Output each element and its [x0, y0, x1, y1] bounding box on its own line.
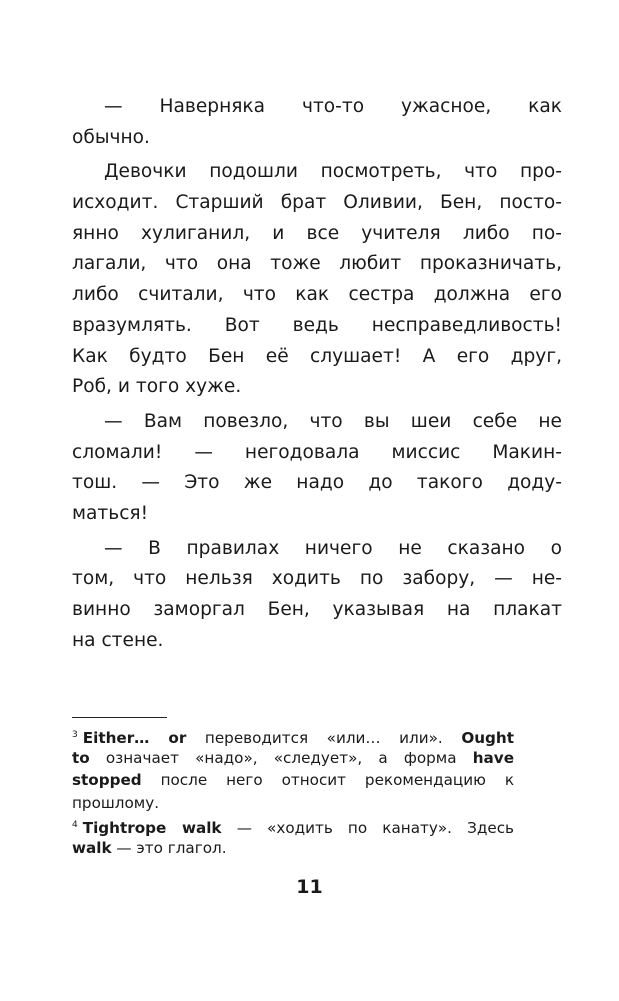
footnote-divider [72, 717, 167, 718]
text-line: Девочки подошли посмотреть, что про- [104, 161, 562, 183]
text-line: сломали! — негодовала миссис Макин- [72, 441, 562, 463]
footnotes [72, 724, 514, 859]
text-line: винно заморгал Бен, указывая на плакат [72, 599, 562, 620]
text-line: вразумлять. Вот ведь несправедливость! [72, 314, 562, 336]
term: Ought [461, 729, 514, 747]
text-line: маться! [72, 502, 149, 524]
footnote-text: означает «надо», «следует», а форма [89, 748, 473, 767]
footnote-3-line-1 [72, 724, 514, 747]
footnote-text: — это глагол. [111, 838, 227, 857]
text-line: на стене. [72, 629, 164, 651]
footnote-marker: 4 [72, 820, 78, 830]
footnote-4-line-1 [72, 814, 514, 837]
term: Either… or [82, 729, 187, 747]
term: stopped [72, 771, 142, 789]
text-line: Как будто Бен её слушает! А его друг, [72, 345, 562, 367]
text-line: обычно. [72, 126, 150, 148]
text-line: — Наверняка что-то ужасное, как [104, 96, 562, 117]
term: Tightrope walk [82, 819, 222, 837]
footnote-3-line-3 [72, 769, 514, 792]
footnote-text: после него относит рекомендацию к [141, 771, 514, 789]
footnote-text: прошлому. [72, 793, 160, 812]
main-text [72, 92, 562, 660]
text-line: лагали, что она тоже любит проказничать, [72, 253, 562, 275]
footnote-text: — «ходить по канату». Здесь [221, 819, 515, 837]
text-line: янно хулиганил, и все учителя либо по- [72, 222, 562, 244]
footnote-4-line-2 [72, 837, 514, 860]
paragraph-2 [72, 157, 562, 403]
footnote-3-line-2 [72, 747, 514, 770]
text-line: тош. — Это же надо до такого доду- [72, 472, 562, 494]
page-number: 11 [296, 876, 323, 898]
footnote-3-line-4 [72, 792, 514, 815]
paragraph-1 [72, 92, 562, 153]
text-line: том, что нельзя ходить по забору, — не- [72, 568, 562, 590]
text-line: исходит. Старший брат Оливии, Бен, посто- [72, 192, 562, 214]
paragraph-4 [72, 534, 562, 657]
footnote-marker: 3 [72, 730, 78, 740]
term: to [72, 748, 90, 767]
term: have [472, 748, 514, 767]
text-line: либо считали, что как сестра должна его [72, 284, 562, 306]
text-line: — В правилах ничего не сказано о [104, 537, 562, 559]
term: walk [72, 838, 112, 857]
footnote-text: переводится «или… или». [186, 729, 462, 747]
text-line: Роб, и того хуже. [72, 376, 242, 398]
text-line: — Вам повезло, что вы шеи себе не [104, 410, 562, 432]
paragraph-3 [72, 407, 562, 530]
